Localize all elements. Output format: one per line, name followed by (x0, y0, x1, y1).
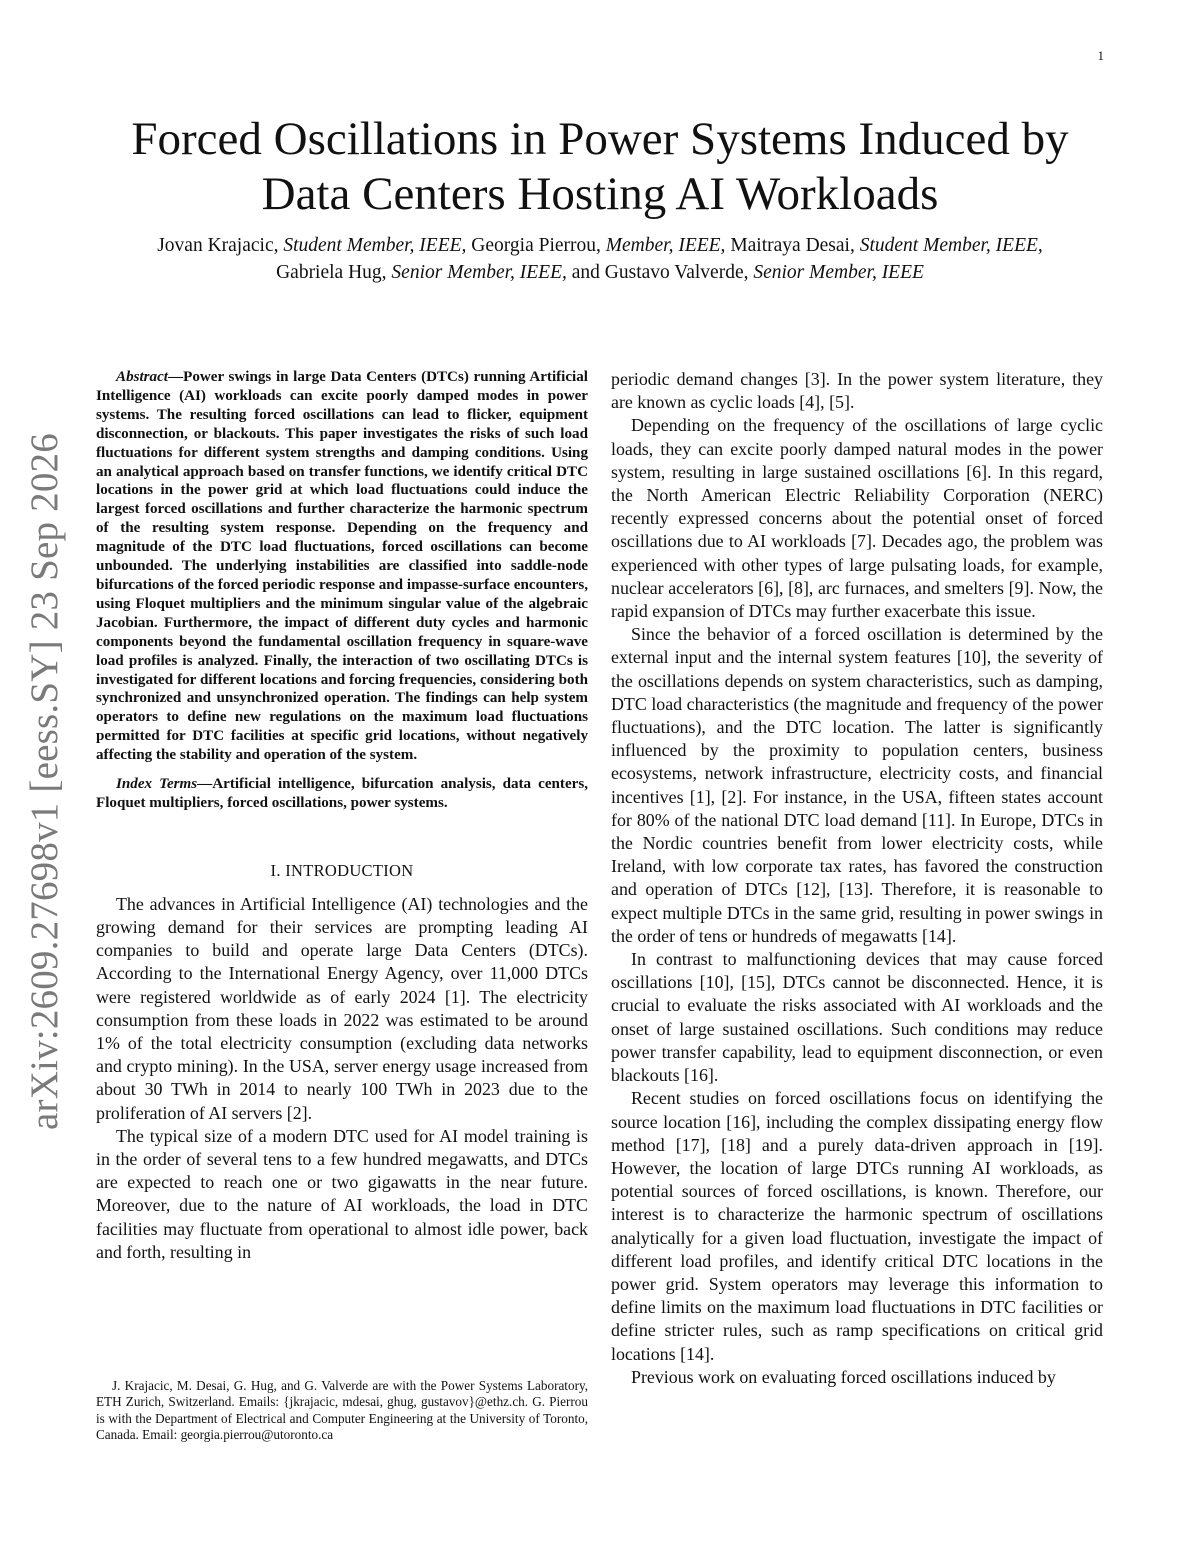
body-paragraph: Depending on the frequency of the oscillations of large cyclic loads, they can excite poorly damped natural modes in the power system, resulting in large sustained oscillations [6]. In this regard, the North American Electric Reliability Corporation (NERC) recently expressed concerns about the potential onset of forced oscillations due to AI workloads [7]. Decades ago, the problem was experienced with other types of large pulsating loads, for example, nuclear accelerators [6], [8], arc furnaces, and smelters [9]. Now, the rapid expansion of DTCs may further exacerbate this issue. (611, 415, 1103, 622)
author-line-2 (60, 259, 1140, 286)
index-terms-text: —Artificial intelligence, bifurcation analysis, data centers, Floquet multipliers, forced oscillations, power systems. (96, 776, 589, 811)
body-paragraph: periodic demand changes [3]. In the power system literature, they are known as cyclic loads [4], [5]. (611, 369, 1103, 413)
author-name: Georgia Pierrou, (471, 235, 601, 256)
author-membership: Senior Member, IEEE (753, 262, 924, 283)
index-terms-label: Index Terms (116, 776, 198, 793)
author-name: Jovan Krajacic, (157, 235, 279, 256)
title-line-2: Data Centers Hosting AI Workloads (261, 168, 939, 220)
author-membership: Student Member, IEEE, (283, 235, 467, 256)
author-name: Maitraya Desai, (730, 235, 855, 256)
arxiv-identifier-stamp: arXiv:2609.27698v1 [eess.SY] 23 Sep 2026 (23, 433, 66, 1130)
author-name: Gabriela Hug, (276, 262, 387, 283)
body-paragraph: Since the behavior of a forced oscillation is determined by the external input and the internal system features [10], the severity of the oscillations depends on system characteristics, such as damping, DTC load characteristics (the magnitude and frequency of the power fluctuations), and the DTC location. The latter is significantly influenced by the proximity to population centers, business ecosystems, network infrastructure, electricity costs, and financial incentives [1], [2]. For instance, in the USA, fifteen states account for 80% of the national DTC load demand [11]. In Europe, DTCs in the Nordic countries benefit from lower electricity costs, while Ireland, with low corporate tax rates, has favored the construction and operation of DTCs [12], [13]. Therefore, it is reasonable to expect multiple DTCs in the same grid, resulting in power swings in the order of tens or hundreds of megawatts [14]. (611, 624, 1103, 946)
affiliation-footnote: J. Krajacic, M. Desai, G. Hug, and G. Valverde are with the Power Systems Laboratory, ETH Zurich, Switzerland. Emails: {jkrajacic, mdesai, ghug, gustavov}@ethz.ch. G. Pierrou is with the Department of Electrical and Computer Engineering at the University of Toronto, Canada. Email: georgia.pierrou@utoronto.ca (96, 1378, 588, 1442)
body-paragraph: Recent studies on forced oscillations focus on identifying the source location [16], including the complex dissipating energy flow method [17], [18] and a purely data-driven approach in [19]. However, the location of large DTCs running AI workloads, as potential sources of forced oscillations, is known. Therefore, our interest is to characterize the harmonic spectrum of oscillations analytically for a given load fluctuation, investigate the impact of different load profiles, and identify critical DTC locations in the power grid. System operators may leverage this information to define limits on the maximum load fluctuations in DTC facilities or define stricter rules, such as ramp specifications on critical grid locations [14]. (611, 1088, 1103, 1364)
author-membership: Student Member, IEEE, (859, 235, 1043, 256)
section-heading-introduction: I. INTRODUCTION (270, 860, 414, 880)
index-terms (96, 775, 588, 813)
body-paragraph: The advances in Artificial Intelligence (AI) technologies and the growing demand for their services are prompting leading AI companies to build and operate large Data Centers (DTCs). According to the International Energy Agency, over 11,000 DTCs were registered worldwide as of early 2024 [1]. The electricity consumption from these loads in 2022 was estimated to be around 1% of the total electricity consumption (excluding data networks and crypto mining). In the USA, server energy usage increased from about 30 TWh in 2014 to nearly 100 TWh in 2023 due to the proliferation of AI servers [2]. (96, 893, 588, 1123)
author-membership: Member, IEEE, (605, 235, 726, 256)
abstract-text: —Power swings in large Data Centers (DTCs) running Artificial Intelligence (AI) workloads can excite poorly damped modes in power systems. The resulting forced oscillations can lead to flicker, equipment disconnection, or blackouts. This paper investigates the risks of such load fluctuations for different system strengths and damping conditions. Using an analytical approach based on transfer functions, we identify critical DTC locations in the power grid at which load fluctuations could induce the largest forced oscillations and further characterize the harmonic spectrum of the resulting system response. Depending on the frequency and magnitude of the DTC load fluctuations, forced oscillations can become unbounded. The underlying instabilities are classified into saddle-node bifurcations of the forced periodic response and impasse-surface encounters, using Floquet multipliers and the minimum singular value of the algebraic Jacobian. Furthermore, the impact of different duty cycles and harmonic components beyond the fundamental oscillation frequency in square-wave load profiles is analyzed. Finally, the interaction of two oscillating DTCs is investigated for different locations and forcing frequencies, considering both synchronized and unsynchronized operation. The findings can help system operators to define new regulations on the maximum load fluctuations permitted for DTC facilities at specific grid locations, without negatively affecting the stability and operation of the system. (96, 369, 588, 764)
right-column (611, 368, 1103, 1389)
author-list (60, 232, 1140, 286)
page-number: 1 (1097, 48, 1104, 63)
abstract (96, 368, 588, 765)
title-line-1: Forced Oscillations in Power Systems Induced by (131, 113, 1069, 165)
body-paragraph: Previous work on evaluating forced oscillations induced by (631, 1366, 1056, 1387)
left-column (96, 368, 588, 1264)
abstract-label: Abstract (116, 369, 168, 385)
author-membership: Senior Member, IEEE, (391, 262, 567, 283)
author-name: and Gustavo Valverde, (571, 262, 749, 283)
body-paragraph: In contrast to malfunctioning devices that may cause forced oscillations [10], [15], DTCs cannot be disconnected. Hence, it is crucial to evaluate the risks associated with AI workloads and the onset of large sustained oscillations. Such conditions may reduce power transfer capability, lead to equipment disconnection, or even blackouts [16]. (611, 949, 1103, 1086)
paper-title (60, 112, 1140, 222)
author-line-1 (60, 232, 1140, 259)
body-paragraph: The typical size of a modern DTC used for AI model training is in the order of several tens to a few hundred megawatts, and DTCs are expected to reach one or two gigawatts in the near future. Moreover, due to the nature of AI workloads, the load in DTC facilities may fluctuate from operational to almost idle power, back and forth, resulting in (96, 1125, 588, 1262)
